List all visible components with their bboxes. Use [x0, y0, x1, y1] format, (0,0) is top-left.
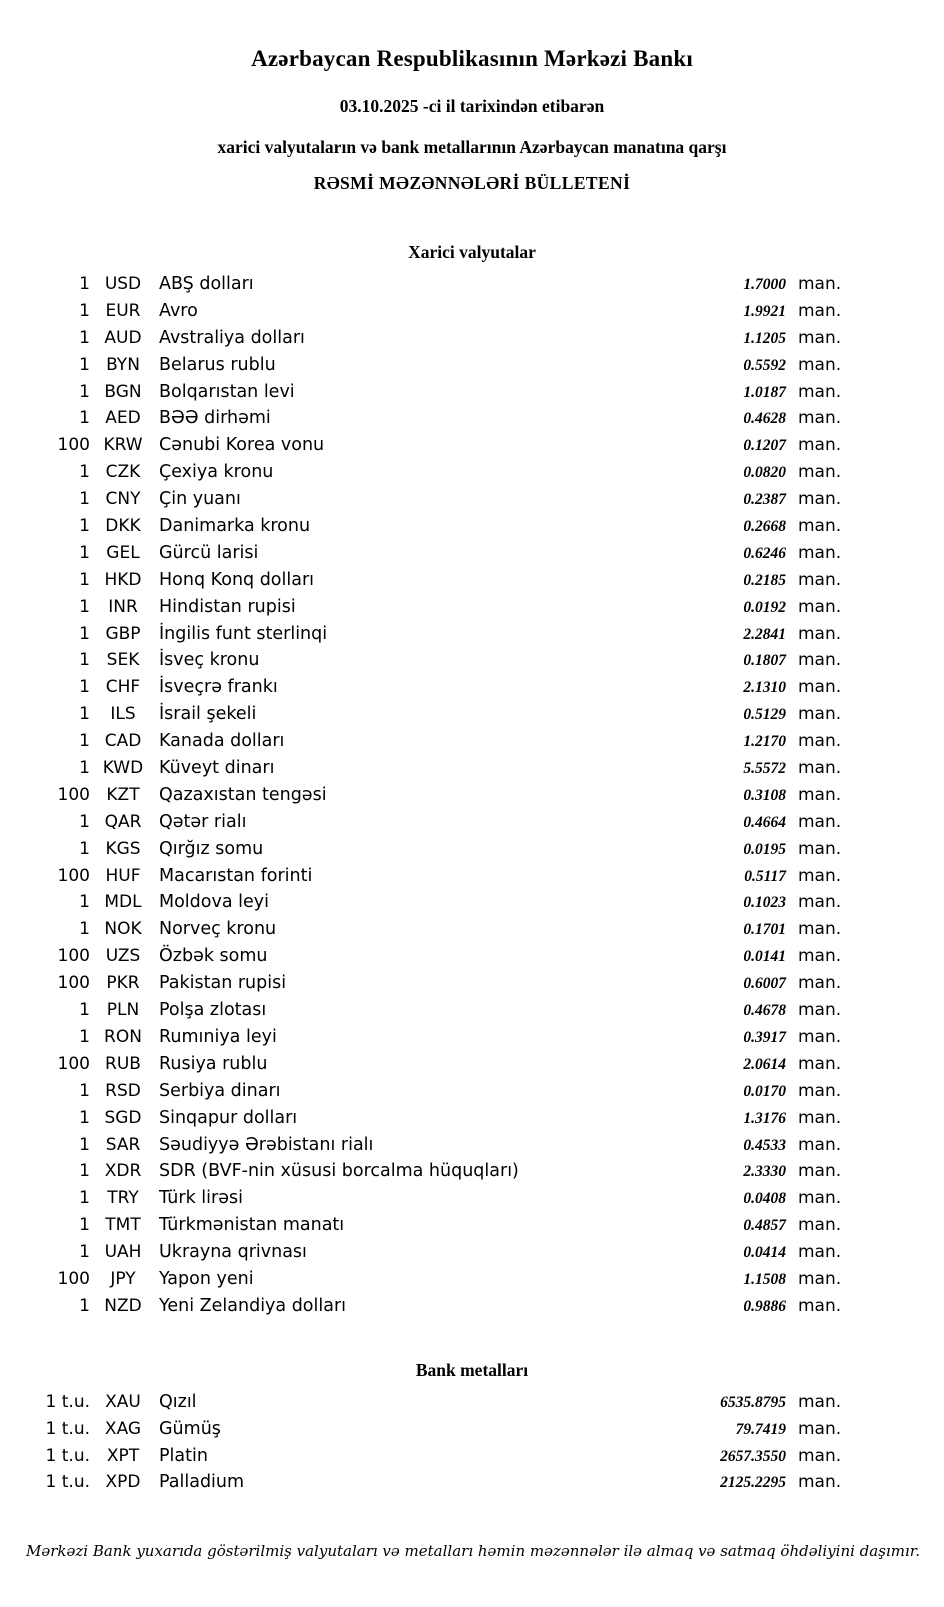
row-quantity: 1	[79, 677, 90, 698]
currency-name: İngilis funt sterlinqi	[159, 623, 328, 644]
row-quantity: 1	[79, 300, 90, 321]
rate-table-row	[0, 352, 944, 379]
rate-unit: man.	[798, 811, 842, 832]
currency-name: Belarus rublu	[159, 354, 276, 375]
currency-rate: 1.1205	[743, 329, 786, 347]
rate-unit: man.	[798, 650, 842, 671]
rate-unit: man.	[798, 1053, 842, 1074]
rate-table-row	[0, 513, 944, 540]
rate-table-row	[0, 836, 944, 863]
currency-rate: 0.3108	[743, 786, 786, 804]
rate-table-row	[0, 916, 944, 943]
currency-code: SEK	[106, 650, 140, 671]
rate-unit: man.	[798, 1295, 842, 1316]
currency-code: PKR	[106, 973, 140, 994]
rate-table-row	[0, 325, 944, 352]
currency-rate: 1.3176	[743, 1109, 786, 1127]
currency-rate: 0.0820	[743, 464, 786, 482]
row-quantity: 1 t.u.	[45, 1445, 90, 1466]
rate-table-row	[0, 621, 944, 648]
currency-code: QAR	[104, 811, 142, 832]
currency-name: Türk lirəsi	[159, 1188, 243, 1209]
currency-name: Ukrayna qrivnası	[159, 1242, 307, 1263]
rate-unit: man.	[798, 1107, 842, 1128]
currency-rate: 0.2185	[743, 571, 786, 589]
rate-unit: man.	[798, 758, 842, 779]
rate-table-row	[0, 594, 944, 621]
currency-code: BGN	[104, 381, 142, 402]
rate-table-row	[0, 728, 944, 755]
currency-rate: 2.0614	[743, 1055, 786, 1073]
currency-name: Serbiya dinarı	[159, 1080, 281, 1101]
row-quantity: 1	[79, 1215, 90, 1236]
currency-name: Çin yuanı	[159, 489, 241, 510]
currency-rate: 1.0187	[743, 383, 786, 401]
currency-name: SDR (BVF-nin xüsusi borcalma hüquqları)	[159, 1161, 519, 1182]
currency-name: Rusiya rublu	[159, 1053, 268, 1074]
currency-rates-table	[0, 271, 944, 1320]
currency-rate: 0.0408	[743, 1190, 786, 1208]
rate-table-row	[0, 701, 944, 728]
currency-rate: 0.5592	[743, 356, 786, 374]
currency-code: JPY	[110, 1268, 136, 1289]
row-quantity: 1	[79, 1134, 90, 1155]
currency-code: XAG	[104, 1418, 142, 1439]
currency-code: KGS	[105, 838, 141, 859]
rate-unit: man.	[798, 1188, 842, 1209]
row-quantity: 1 t.u.	[45, 1418, 90, 1439]
rate-table-row	[0, 1078, 944, 1105]
rate-table-row	[0, 1105, 944, 1132]
currency-name: Cənubi Korea vonu	[159, 435, 325, 456]
currency-code: USD	[104, 274, 142, 294]
row-quantity: 1	[79, 838, 90, 859]
rate-unit: man.	[798, 542, 842, 563]
currency-name: Palladium	[159, 1472, 245, 1493]
currency-code: PLN	[106, 1000, 140, 1021]
rate-unit: man.	[798, 1000, 842, 1021]
currency-name: ABŞ dolları	[159, 274, 254, 294]
rate-unit: man.	[798, 892, 842, 913]
currency-code: XPD	[105, 1472, 141, 1493]
rate-table-row	[0, 782, 944, 809]
rate-unit: man.	[798, 1391, 842, 1412]
rate-table-row	[0, 755, 944, 782]
row-quantity: 100	[57, 784, 90, 805]
rate-table-row	[0, 647, 944, 674]
currency-rate: 0.4533	[743, 1136, 786, 1154]
currency-rate: 0.1701	[743, 921, 786, 939]
rate-table-row	[0, 863, 944, 890]
currency-rate: 0.5129	[743, 706, 786, 724]
row-quantity: 1	[79, 489, 90, 510]
currency-name: Özbək somu	[159, 946, 268, 967]
rate-unit: man.	[798, 677, 842, 698]
currency-name: Qızıl	[159, 1391, 197, 1412]
currency-rate: 0.0195	[743, 840, 786, 858]
rate-unit: man.	[798, 1445, 842, 1466]
currency-code: CNY	[105, 489, 141, 510]
currency-code: TMT	[105, 1215, 141, 1236]
rate-unit: man.	[798, 838, 842, 859]
row-quantity: 1	[79, 596, 90, 617]
currency-code: NOK	[104, 919, 142, 940]
row-quantity: 1	[79, 758, 90, 779]
rate-unit: man.	[798, 1418, 842, 1439]
row-quantity: 100	[57, 946, 90, 967]
rate-table-row	[0, 1024, 944, 1051]
rate-unit: man.	[798, 704, 842, 725]
rate-table-row	[0, 1185, 944, 1212]
row-quantity: 1	[79, 1188, 90, 1209]
currency-rate: 2.3330	[743, 1163, 786, 1181]
rate-table-row	[0, 432, 944, 459]
currency-code: AUD	[104, 327, 142, 348]
row-quantity: 1	[79, 542, 90, 563]
currency-code: SGD	[104, 1107, 142, 1128]
rate-unit: man.	[798, 274, 842, 294]
currency-code: CZK	[105, 462, 141, 483]
currency-name: İsveçrə frankı	[159, 677, 278, 698]
row-quantity: 100	[57, 973, 90, 994]
currency-rate: 5.5572	[743, 760, 786, 778]
currency-code: NZD	[104, 1295, 142, 1316]
currency-rate: 1.1508	[743, 1270, 786, 1288]
currency-name: Norveç kronu	[159, 919, 277, 940]
rate-unit: man.	[798, 1026, 842, 1047]
row-quantity: 1	[79, 1295, 90, 1316]
rate-unit: man.	[798, 1215, 842, 1236]
section-title-metals: Bank metalları	[415, 1359, 529, 1380]
row-quantity: 1 t.u.	[45, 1391, 90, 1412]
rate-unit: man.	[798, 1242, 842, 1263]
currency-rate: 0.2387	[743, 491, 786, 509]
currency-rate: 0.1207	[743, 437, 786, 455]
rate-table-row	[0, 1158, 944, 1185]
row-quantity: 1	[79, 327, 90, 348]
currency-code: XAU	[105, 1391, 141, 1412]
rate-unit: man.	[798, 919, 842, 940]
currency-code: RON	[104, 1026, 142, 1047]
row-quantity: 1	[79, 569, 90, 590]
rate-table-row	[0, 1132, 944, 1159]
currency-rate: 0.0170	[743, 1082, 786, 1100]
currency-code: SAR	[105, 1134, 141, 1155]
currency-name: Yapon yeni	[159, 1268, 254, 1289]
rate-unit: man.	[798, 327, 842, 348]
currency-rate: 0.1807	[743, 652, 786, 670]
currency-rate: 1.2170	[743, 733, 786, 751]
row-quantity: 1	[79, 1080, 90, 1101]
row-quantity: 100	[57, 1053, 90, 1074]
currency-name: Avstraliya dolları	[159, 327, 305, 348]
rate-table-row	[0, 1051, 944, 1078]
rate-unit: man.	[798, 569, 842, 590]
rate-unit: man.	[798, 623, 842, 644]
currency-code: XDR	[104, 1161, 142, 1182]
currency-code: HKD	[104, 569, 142, 590]
currency-code: HUF	[105, 865, 141, 886]
currency-code: GBP	[105, 623, 141, 644]
currency-name: Honq Konq dolları	[159, 569, 315, 590]
rate-table-row	[0, 1443, 944, 1470]
currency-name: Hindistan rupisi	[159, 596, 296, 617]
currency-rate: 0.4664	[743, 813, 786, 831]
rate-unit: man.	[798, 462, 842, 483]
rate-table-row	[0, 1469, 944, 1496]
currency-name: Qətər rialı	[159, 811, 247, 832]
currency-code: UZS	[105, 946, 141, 967]
currency-name: Gürcü larisi	[159, 542, 259, 563]
currency-rate: 1.9921	[743, 302, 786, 320]
row-quantity: 1	[79, 516, 90, 537]
doc-bulletin-title: RƏSMİ MƏZƏNNƏLƏRİ BÜLLETENİ	[313, 173, 631, 193]
row-quantity: 1	[79, 1242, 90, 1263]
currency-rate: 0.0141	[743, 948, 786, 966]
rate-table-row	[0, 459, 944, 486]
currency-name: Bolqarıstan levi	[159, 381, 295, 402]
rate-unit: man.	[798, 381, 842, 402]
section-title-currencies: Xarici valyutalar	[408, 242, 536, 262]
row-quantity: 100	[57, 435, 90, 456]
rate-unit: man.	[798, 784, 842, 805]
doc-title: Azərbaycan Respublikasının Mərkəzi Bankı	[251, 46, 693, 71]
currency-code: INR	[108, 596, 138, 617]
currency-rate: 0.4628	[743, 410, 786, 428]
rate-table-row	[0, 271, 944, 298]
row-quantity: 1	[79, 811, 90, 832]
currency-rate: 0.1023	[743, 894, 786, 912]
currency-code: TRY	[107, 1188, 139, 1209]
currency-rate: 0.9886	[743, 1297, 786, 1315]
rate-table-row	[0, 1293, 944, 1320]
currency-name: Polşa zlotası	[159, 1000, 267, 1021]
currency-rate: 0.2668	[743, 518, 786, 536]
currency-rate: 2.1310	[743, 679, 786, 697]
rate-table-row	[0, 298, 944, 325]
currency-code: CHF	[105, 677, 141, 698]
rate-unit: man.	[798, 596, 842, 617]
rate-table-row	[0, 567, 944, 594]
row-quantity: 100	[57, 865, 90, 886]
currency-rate: 0.4678	[743, 1002, 786, 1020]
row-quantity: 1	[79, 408, 90, 429]
row-quantity: 1	[79, 354, 90, 375]
currency-code: KRW	[103, 435, 143, 456]
row-quantity: 1	[79, 462, 90, 483]
currency-rate: 6535.8795	[720, 1393, 786, 1411]
rate-table-row	[0, 1239, 944, 1266]
currency-code: BYN	[106, 354, 140, 375]
rate-unit: man.	[798, 1080, 842, 1101]
currency-rate: 0.5117	[744, 867, 786, 885]
currency-code: AED	[105, 408, 141, 429]
currency-rate: 0.4857	[743, 1217, 786, 1235]
rate-unit: man.	[798, 516, 842, 537]
currency-name: İsrail şekeli	[159, 704, 257, 725]
row-quantity: 1	[79, 623, 90, 644]
currency-code: RUB	[105, 1053, 141, 1074]
currency-name: Platin	[159, 1445, 208, 1466]
rate-unit: man.	[798, 354, 842, 375]
row-quantity: 1	[79, 1161, 90, 1182]
currency-name: Qırğız somu	[159, 838, 264, 859]
currency-name: BƏƏ dirhəmi	[159, 408, 271, 429]
rate-table-row	[0, 970, 944, 997]
rate-table-row	[0, 809, 944, 836]
currency-code: CAD	[104, 731, 142, 752]
currency-code: EUR	[105, 300, 141, 321]
rate-table-row	[0, 674, 944, 701]
row-quantity: 100	[57, 1268, 90, 1289]
row-quantity: 1	[79, 1107, 90, 1128]
currency-rate: 2125.2295	[720, 1474, 786, 1492]
metals-rates-table	[0, 1389, 944, 1497]
currency-name: Yeni Zelandiya dolları	[159, 1295, 347, 1316]
rate-unit: man.	[798, 435, 842, 456]
row-quantity: 1	[79, 650, 90, 671]
row-quantity: 1	[79, 381, 90, 402]
rate-unit: man.	[798, 489, 842, 510]
currency-name: Sinqapur dolları	[159, 1107, 298, 1128]
doc-date-line: 03.10.2025 -ci il tarixindən etibarən	[339, 96, 605, 116]
rate-unit: man.	[798, 973, 842, 994]
currency-code: ILS	[110, 704, 136, 725]
doc-subtitle: xarici valyutaların və bank metallarının Azərbaycan manatına qarşı	[217, 137, 727, 157]
rate-unit: man.	[798, 1472, 842, 1493]
rate-table-row	[0, 997, 944, 1024]
currency-name: Macarıstan forinti	[159, 865, 313, 886]
currency-rate: 0.6007	[743, 975, 786, 993]
currency-name: Çexiya kronu	[159, 462, 274, 483]
currency-rate: 0.6246	[743, 544, 786, 562]
currency-code: DKK	[105, 516, 141, 537]
currency-name: Qazaxıstan tengəsi	[159, 784, 327, 805]
currency-name: Küveyt dinarı	[159, 758, 275, 779]
currency-name: Danimarka kronu	[159, 516, 311, 537]
row-quantity: 1 t.u.	[45, 1472, 90, 1493]
rate-table-row	[0, 486, 944, 513]
rate-unit: man.	[798, 946, 842, 967]
row-quantity: 1	[79, 274, 90, 294]
row-quantity: 1	[79, 919, 90, 940]
rate-table-row	[0, 405, 944, 432]
row-quantity: 1	[79, 1026, 90, 1047]
rate-table-row	[0, 943, 944, 970]
currency-code: MDL	[104, 892, 142, 913]
rate-unit: man.	[798, 865, 842, 886]
currency-name: Türkmənistan manatı	[159, 1215, 345, 1236]
currency-name: Gümüş	[159, 1418, 221, 1439]
footer-disclaimer: Mərkəzi Bank yuxarıda göstərilmiş valyutaları və metalları həmin məzənnələr ilə almaq və satmaq öhdəliyini daşımır.	[26, 1542, 921, 1561]
currency-name: Səudiyyə Ərəbistanı rialı	[159, 1134, 374, 1155]
rate-table-row	[0, 1389, 944, 1416]
rate-table-row	[0, 540, 944, 567]
currency-rate: 2.2841	[743, 625, 786, 643]
currency-name: Avro	[159, 300, 198, 321]
currency-rate: 2657.3550	[720, 1447, 786, 1465]
rate-unit: man.	[798, 1268, 842, 1289]
currency-code: UAH	[104, 1242, 142, 1263]
currency-rate: 1.7000	[743, 276, 786, 293]
currency-code: RSD	[105, 1080, 141, 1101]
currency-code: KWD	[102, 758, 144, 779]
currency-name: Rumıniya leyi	[159, 1026, 277, 1047]
row-quantity: 1	[79, 892, 90, 913]
rate-table-row	[0, 889, 944, 916]
currency-name: Moldova leyi	[159, 892, 269, 913]
row-quantity: 1	[79, 731, 90, 752]
rate-table-row	[0, 1266, 944, 1293]
currency-code: GEL	[106, 542, 140, 563]
currency-rate: 0.3917	[743, 1028, 786, 1046]
currency-name: Pakistan rupisi	[159, 973, 287, 994]
currency-rate: 0.0192	[743, 598, 786, 616]
rate-unit: man.	[798, 300, 842, 321]
rate-unit: man.	[798, 408, 842, 429]
currency-name: Kanada dolları	[159, 731, 285, 752]
rate-table-row	[0, 379, 944, 406]
row-quantity: 1	[79, 1000, 90, 1021]
rate-table-row	[0, 1212, 944, 1239]
currency-rate: 0.0414	[743, 1244, 786, 1262]
currency-code: KZT	[106, 784, 140, 805]
rate-unit: man.	[798, 1161, 842, 1182]
rate-table-row	[0, 1416, 944, 1443]
rate-unit: man.	[798, 1134, 842, 1155]
row-quantity: 1	[79, 704, 90, 725]
currency-code: XPT	[106, 1445, 140, 1466]
currency-name: İsveç kronu	[159, 650, 260, 671]
currency-rate: 79.7419	[735, 1420, 786, 1438]
rate-unit: man.	[798, 731, 842, 752]
